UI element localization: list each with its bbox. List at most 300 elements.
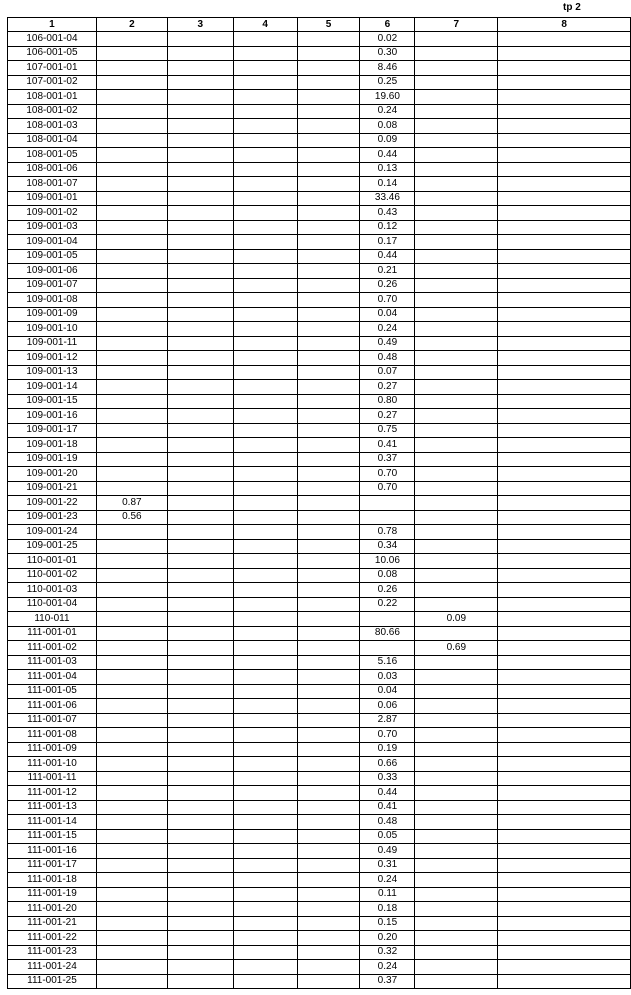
row-code-cell: 111-001-12 (8, 786, 97, 801)
value-cell (167, 452, 233, 467)
value-cell (297, 452, 360, 467)
table-row (8, 641, 631, 656)
table-row (8, 800, 631, 815)
value-cell (167, 945, 233, 960)
value-cell (96, 815, 167, 830)
value-cell (233, 844, 297, 859)
value-cell (96, 800, 167, 815)
value-cell (233, 438, 297, 453)
value-cell (167, 525, 233, 540)
value-cell: 0.17 (360, 235, 415, 250)
value-cell (297, 655, 360, 670)
value-cell (415, 293, 498, 308)
value-cell (233, 32, 297, 47)
value-cell (297, 423, 360, 438)
value-cell (415, 887, 498, 902)
value-cell (233, 177, 297, 192)
value-cell: 0.15 (360, 916, 415, 931)
row-code-cell: 108-001-03 (8, 119, 97, 134)
value-cell (415, 742, 498, 757)
value-cell: 0.37 (360, 452, 415, 467)
value-cell (297, 742, 360, 757)
table-row (8, 61, 631, 76)
value-cell (297, 336, 360, 351)
value-cell (233, 278, 297, 293)
row-code-cell: 111-001-23 (8, 945, 97, 960)
value-cell (498, 641, 631, 656)
value-cell (233, 249, 297, 264)
row-code-cell: 110-001-04 (8, 597, 97, 612)
value-cell (498, 278, 631, 293)
row-code-cell: 111-001-14 (8, 815, 97, 830)
row-code-cell: 109-001-23 (8, 510, 97, 525)
table-row (8, 278, 631, 293)
value-cell (415, 61, 498, 76)
row-code-cell: 111-001-05 (8, 684, 97, 699)
value-cell (96, 191, 167, 206)
value-cell (167, 380, 233, 395)
value-cell (415, 699, 498, 714)
row-code-cell: 111-001-11 (8, 771, 97, 786)
value-cell (415, 583, 498, 598)
value-cell (167, 75, 233, 90)
row-code-cell: 109-001-07 (8, 278, 97, 293)
value-cell (167, 162, 233, 177)
value-cell (96, 626, 167, 641)
value-cell (297, 974, 360, 989)
value-cell (167, 713, 233, 728)
row-code-cell: 109-001-06 (8, 264, 97, 279)
value-cell (167, 728, 233, 743)
row-code-cell: 107-001-02 (8, 75, 97, 90)
value-cell (498, 525, 631, 540)
value-cell (167, 612, 233, 627)
value-cell (498, 90, 631, 105)
value-cell (167, 815, 233, 830)
value-cell (233, 104, 297, 119)
value-cell (415, 351, 498, 366)
value-cell (415, 191, 498, 206)
value-cell (297, 554, 360, 569)
table-row (8, 148, 631, 163)
value-cell (415, 510, 498, 525)
value-cell: 0.70 (360, 467, 415, 482)
table-row (8, 829, 631, 844)
value-cell: 0.12 (360, 220, 415, 235)
value-cell (167, 249, 233, 264)
value-cell: 0.80 (360, 394, 415, 409)
value-cell: 0.13 (360, 162, 415, 177)
value-cell (297, 525, 360, 540)
value-cell: 0.70 (360, 481, 415, 496)
value-cell (498, 960, 631, 975)
value-cell (96, 467, 167, 482)
value-cell (233, 380, 297, 395)
value-cell (167, 409, 233, 424)
value-cell (415, 32, 498, 47)
row-code-cell: 111-001-24 (8, 960, 97, 975)
value-cell: 0.30 (360, 46, 415, 61)
value-cell (498, 423, 631, 438)
row-code-cell: 111-001-15 (8, 829, 97, 844)
table-row (8, 916, 631, 931)
value-cell (498, 916, 631, 931)
value-cell (415, 133, 498, 148)
value-cell (233, 655, 297, 670)
value-cell (498, 757, 631, 772)
value-cell (167, 278, 233, 293)
value-cell: 0.70 (360, 728, 415, 743)
value-cell (167, 568, 233, 583)
value-cell (233, 148, 297, 163)
value-cell (498, 568, 631, 583)
value-cell: 10.06 (360, 554, 415, 569)
value-cell (233, 829, 297, 844)
value-cell (297, 148, 360, 163)
value-cell (233, 684, 297, 699)
page-label: tp 2 (563, 2, 581, 13)
value-cell (498, 902, 631, 917)
value-cell: 0.25 (360, 75, 415, 90)
value-cell (415, 684, 498, 699)
value-cell: 0.70 (360, 293, 415, 308)
value-cell (167, 771, 233, 786)
table-row (8, 902, 631, 917)
value-cell (415, 525, 498, 540)
value-cell (415, 873, 498, 888)
value-cell (498, 815, 631, 830)
value-cell (167, 960, 233, 975)
value-cell (297, 612, 360, 627)
value-cell (297, 597, 360, 612)
value-cell (96, 525, 167, 540)
row-code-cell: 111-001-03 (8, 655, 97, 670)
value-cell (498, 452, 631, 467)
value-cell (167, 597, 233, 612)
table-row (8, 815, 631, 830)
value-cell (297, 191, 360, 206)
value-cell (415, 409, 498, 424)
value-cell (360, 641, 415, 656)
value-cell: 0.09 (360, 133, 415, 148)
table-row (8, 583, 631, 598)
value-cell (96, 206, 167, 221)
value-cell (415, 597, 498, 612)
table-row (8, 162, 631, 177)
value-cell (297, 438, 360, 453)
value-cell (498, 612, 631, 627)
table-row (8, 597, 631, 612)
value-cell (233, 162, 297, 177)
value-cell (297, 235, 360, 250)
value-cell (167, 46, 233, 61)
row-code-cell: 111-001-06 (8, 699, 97, 714)
table-row (8, 336, 631, 351)
column-header: 4 (233, 18, 297, 32)
value-cell (233, 510, 297, 525)
value-cell: 33.46 (360, 191, 415, 206)
value-cell: 0.69 (415, 641, 498, 656)
value-cell (415, 786, 498, 801)
table-row (8, 104, 631, 119)
value-cell: 0.48 (360, 351, 415, 366)
row-code-cell: 111-001-25 (8, 974, 97, 989)
value-cell (498, 32, 631, 47)
value-cell (297, 481, 360, 496)
table-row (8, 960, 631, 975)
value-cell (498, 119, 631, 134)
table-row (8, 684, 631, 699)
value-cell (233, 525, 297, 540)
table-row (8, 206, 631, 221)
value-cell (96, 699, 167, 714)
value-cell (297, 510, 360, 525)
value-cell (415, 46, 498, 61)
value-cell (415, 452, 498, 467)
value-cell: 19.60 (360, 90, 415, 105)
table-row (8, 974, 631, 989)
value-cell (415, 858, 498, 873)
value-cell (167, 786, 233, 801)
value-cell (415, 264, 498, 279)
value-cell (297, 786, 360, 801)
row-code-cell: 109-001-12 (8, 351, 97, 366)
value-cell: 0.66 (360, 757, 415, 772)
value-cell (233, 539, 297, 554)
value-cell (167, 858, 233, 873)
table-row (8, 612, 631, 627)
table-row (8, 307, 631, 322)
value-cell (415, 365, 498, 380)
row-code-cell: 109-001-01 (8, 191, 97, 206)
value-cell: 5.16 (360, 655, 415, 670)
value-cell (233, 974, 297, 989)
value-cell (415, 670, 498, 685)
value-cell: 0.44 (360, 786, 415, 801)
value-cell (167, 800, 233, 815)
value-cell: 0.87 (96, 496, 167, 511)
row-code-cell: 109-001-08 (8, 293, 97, 308)
value-cell (233, 133, 297, 148)
value-cell (297, 887, 360, 902)
value-cell (167, 887, 233, 902)
value-cell (415, 496, 498, 511)
value-cell (96, 133, 167, 148)
table-row (8, 858, 631, 873)
value-cell (96, 974, 167, 989)
value-cell (498, 307, 631, 322)
column-header: 7 (415, 18, 498, 32)
value-cell: 0.22 (360, 597, 415, 612)
header-row (8, 18, 631, 32)
value-cell (297, 351, 360, 366)
value-cell (167, 829, 233, 844)
value-cell (233, 206, 297, 221)
value-cell: 0.09 (415, 612, 498, 627)
value-cell (415, 815, 498, 830)
value-cell (96, 597, 167, 612)
value-cell: 0.08 (360, 119, 415, 134)
value-cell (297, 873, 360, 888)
value-cell (297, 815, 360, 830)
value-cell (415, 278, 498, 293)
value-cell (415, 90, 498, 105)
row-code-cell: 111-001-19 (8, 887, 97, 902)
value-cell (297, 307, 360, 322)
value-cell (96, 162, 167, 177)
value-cell (233, 931, 297, 946)
table-row (8, 713, 631, 728)
value-cell: 0.04 (360, 684, 415, 699)
value-cell (498, 800, 631, 815)
value-cell (167, 496, 233, 511)
value-cell (415, 800, 498, 815)
value-cell (498, 380, 631, 395)
value-cell (498, 206, 631, 221)
value-cell (167, 322, 233, 337)
value-cell (415, 249, 498, 264)
value-cell (233, 322, 297, 337)
value-cell (297, 626, 360, 641)
value-cell (233, 713, 297, 728)
value-cell: 0.11 (360, 887, 415, 902)
value-cell (96, 612, 167, 627)
value-cell (498, 713, 631, 728)
value-cell (297, 902, 360, 917)
row-code-cell: 111-001-04 (8, 670, 97, 685)
value-cell (297, 684, 360, 699)
value-cell: 0.06 (360, 699, 415, 714)
value-cell (233, 597, 297, 612)
value-cell (498, 162, 631, 177)
row-code-cell: 109-001-17 (8, 423, 97, 438)
row-code-cell: 108-001-05 (8, 148, 97, 163)
value-cell: 0.44 (360, 148, 415, 163)
value-cell (167, 235, 233, 250)
value-cell (167, 539, 233, 554)
value-cell (498, 235, 631, 250)
row-code-cell: 109-001-15 (8, 394, 97, 409)
value-cell (498, 264, 631, 279)
value-cell (233, 771, 297, 786)
value-cell (297, 467, 360, 482)
value-cell (415, 481, 498, 496)
value-cell (415, 438, 498, 453)
value-cell: 0.56 (96, 510, 167, 525)
value-cell (96, 902, 167, 917)
value-cell (96, 757, 167, 772)
value-cell (96, 684, 167, 699)
table-row (8, 757, 631, 772)
row-code-cell: 111-001-02 (8, 641, 97, 656)
value-cell (167, 481, 233, 496)
table-row (8, 452, 631, 467)
value-cell (415, 757, 498, 772)
value-cell (96, 322, 167, 337)
row-code-cell: 109-001-10 (8, 322, 97, 337)
value-cell (297, 858, 360, 873)
value-cell (96, 351, 167, 366)
table-row (8, 351, 631, 366)
value-cell (96, 380, 167, 395)
value-cell (233, 90, 297, 105)
value-cell (167, 365, 233, 380)
value-cell (415, 945, 498, 960)
table-row (8, 394, 631, 409)
value-cell (297, 278, 360, 293)
value-cell (415, 467, 498, 482)
value-cell: 0.05 (360, 829, 415, 844)
value-cell (233, 394, 297, 409)
value-cell (233, 612, 297, 627)
value-cell (415, 568, 498, 583)
value-cell (233, 496, 297, 511)
value-cell (415, 771, 498, 786)
value-cell (167, 873, 233, 888)
value-cell (233, 583, 297, 598)
value-cell: 0.18 (360, 902, 415, 917)
value-cell (167, 148, 233, 163)
value-cell (297, 293, 360, 308)
value-cell (233, 699, 297, 714)
value-cell (297, 699, 360, 714)
value-cell (233, 945, 297, 960)
row-code-cell: 109-001-03 (8, 220, 97, 235)
value-cell (167, 438, 233, 453)
column-header: 3 (167, 18, 233, 32)
value-cell (415, 844, 498, 859)
value-cell (415, 931, 498, 946)
table-row (8, 409, 631, 424)
value-cell (96, 873, 167, 888)
value-cell (233, 452, 297, 467)
value-cell: 0.07 (360, 365, 415, 380)
value-cell (415, 394, 498, 409)
value-cell (297, 380, 360, 395)
value-cell (233, 728, 297, 743)
value-cell (498, 684, 631, 699)
value-cell: 0.04 (360, 307, 415, 322)
value-cell (498, 177, 631, 192)
value-cell (96, 75, 167, 90)
table-row (8, 887, 631, 902)
value-cell: 0.44 (360, 249, 415, 264)
table-row (8, 510, 631, 525)
value-cell (167, 510, 233, 525)
value-cell (498, 191, 631, 206)
value-cell (415, 713, 498, 728)
value-cell (360, 612, 415, 627)
value-cell (498, 46, 631, 61)
value-cell (415, 206, 498, 221)
table-row (8, 467, 631, 482)
value-cell (167, 191, 233, 206)
value-cell (233, 960, 297, 975)
row-code-cell: 111-001-18 (8, 873, 97, 888)
table-row (8, 655, 631, 670)
value-cell (297, 757, 360, 772)
value-cell (233, 815, 297, 830)
value-cell (498, 336, 631, 351)
value-cell (498, 322, 631, 337)
value-cell: 0.24 (360, 104, 415, 119)
table-row (8, 728, 631, 743)
value-cell: 0.02 (360, 32, 415, 47)
value-cell (96, 46, 167, 61)
value-cell (96, 249, 167, 264)
value-cell (498, 61, 631, 76)
value-cell (167, 351, 233, 366)
